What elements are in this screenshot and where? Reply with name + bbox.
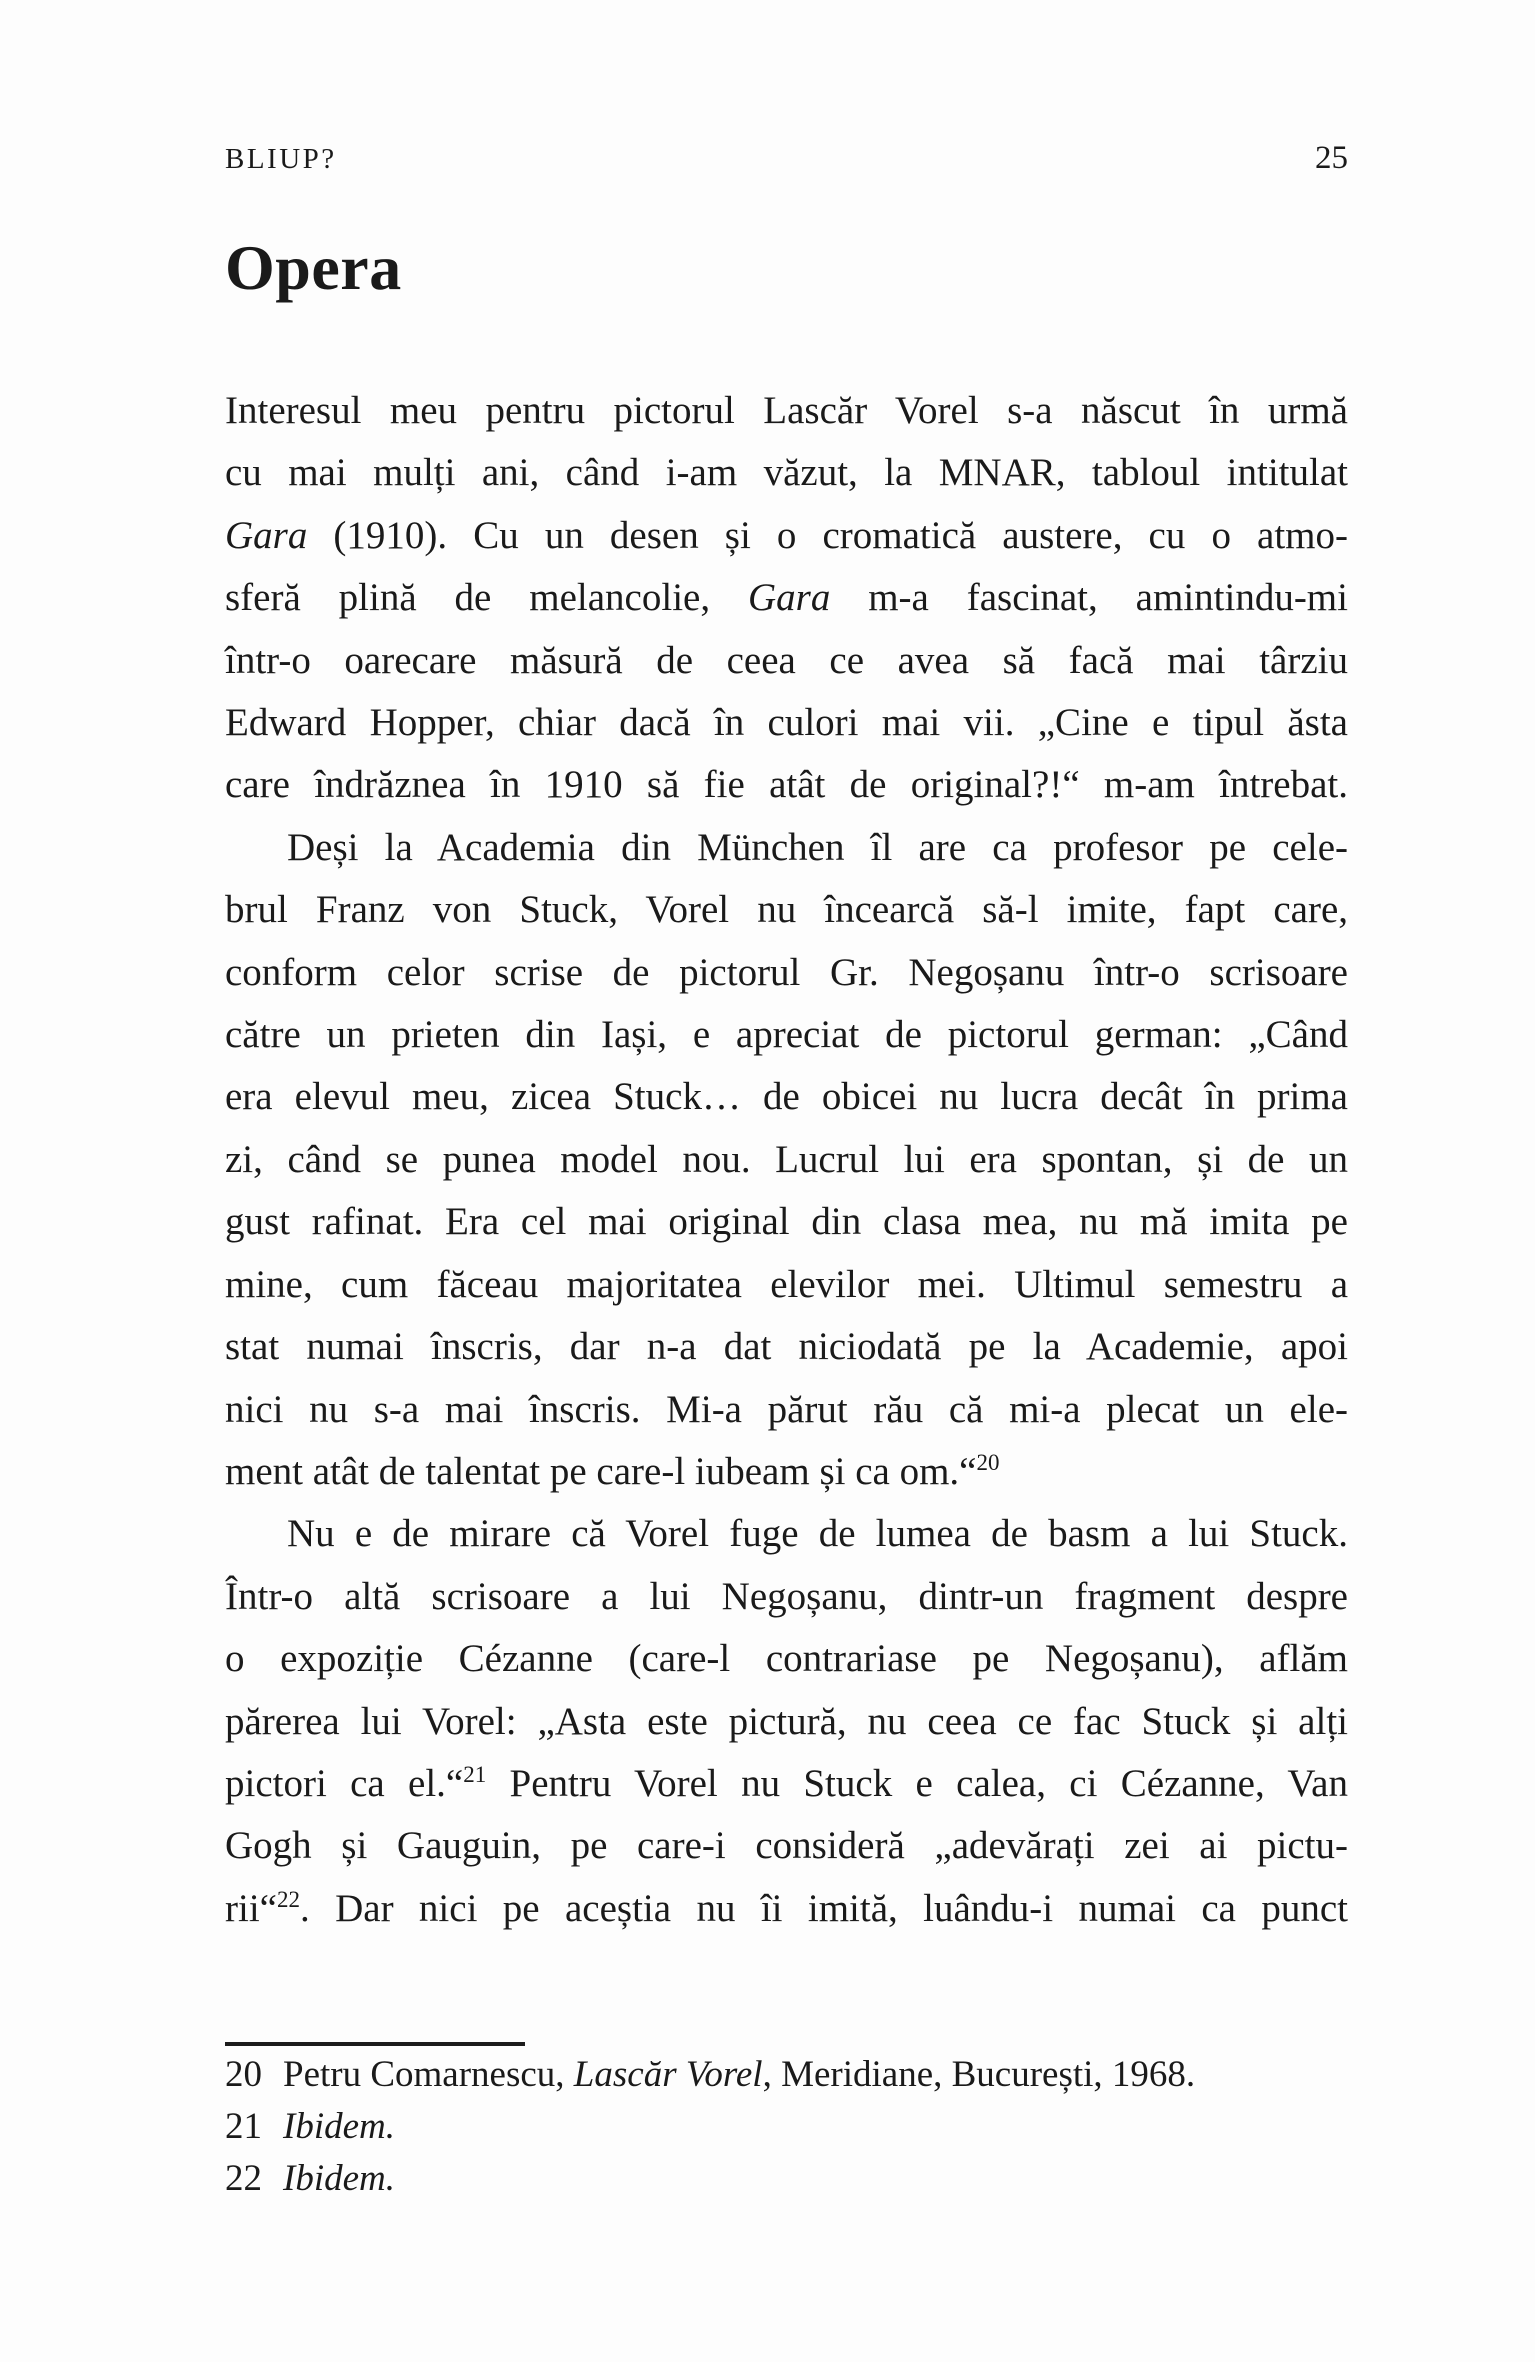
text-line: părerea lui Vorel: „Asta este pictură, nu ceea ce fac Stuck și alți bbox=[225, 1699, 1348, 1743]
text-line: cu mai mulți ani, când i-am văzut, la MNAR, tabloul intitulat bbox=[225, 451, 1348, 495]
footnote-reference: 20 bbox=[976, 1449, 1000, 1475]
text-line: într-o oarecare măsură de ceea ce avea să facă mai târziu bbox=[225, 638, 1348, 682]
footnote-item bbox=[225, 2101, 1348, 2153]
footnote-item bbox=[225, 2153, 1348, 2205]
footnote-text: Petru Comarnescu, Lascăr Vorel, Meridiane, București, 1968. bbox=[283, 2054, 1196, 2095]
text-line: mine, cum făceau majoritatea elevilor mei. Ultimul semestru a bbox=[225, 1262, 1348, 1306]
italic-text: Lascăr Vorel bbox=[573, 2054, 763, 2095]
footnotes bbox=[225, 2049, 1348, 2205]
footnote-separator bbox=[225, 2042, 525, 2046]
text-line: stat numai înscris, dar n-a dat niciodată pe la Academie, apoi bbox=[225, 1325, 1348, 1369]
italic-text: Ibidem. bbox=[283, 2106, 395, 2147]
text-line: Deși la Academia din München îl are ca profesor pe cele- bbox=[287, 825, 1348, 869]
text-line: Într-o altă scrisoare a lui Negoșanu, dintr-un fragment despre bbox=[225, 1574, 1348, 1618]
text-line: Nu e de mirare că Vorel fuge de lumea de basm a lui Stuck. bbox=[287, 1512, 1348, 1556]
footnote-reference: 21 bbox=[463, 1761, 487, 1787]
text-line: zi, când se punea model nou. Lucrul lui era spontan, și de un bbox=[225, 1137, 1348, 1181]
text-line: pictori ca el.“$^{21}$ Pentru Vorel nu Stuck e calea, ci Cézanne, Van bbox=[225, 1761, 1348, 1805]
text-line: Edward Hopper, chiar dacă în culori mai vii. „Cine e tipul ăsta bbox=[225, 701, 1348, 745]
footnote-number: 22 bbox=[225, 2158, 262, 2199]
text-line: către un prieten din Iași, e apreciat de pictorul german: „Când bbox=[225, 1013, 1348, 1057]
text-line: Gara (1910). Cu un desen și o cromatică austere, cu o atmo- bbox=[225, 513, 1348, 557]
running-header bbox=[225, 140, 1348, 177]
footnote-text bbox=[283, 2158, 395, 2199]
footnote-number: 21 bbox=[225, 2106, 262, 2147]
text-line: conform celor scrise de pictorul Gr. Negoșanu într-o scrisoare bbox=[225, 950, 1348, 994]
footnote-reference: 22 bbox=[276, 1886, 300, 1912]
text-line: brul Franz von Stuck, Vorel nu încearcă să-l imite, fapt care, bbox=[225, 888, 1348, 932]
footnote-text bbox=[283, 2106, 395, 2147]
text-line: sferă plină de melancolie, Gara m-a fascinat, amintindu-mi bbox=[225, 576, 1348, 620]
text-line: o expoziție Cézanne (care-l contrariase pe Negoșanu), aflăm bbox=[225, 1637, 1348, 1681]
footnote-number: 20 bbox=[225, 2054, 262, 2095]
text-line: Interesul meu pentru pictorul Lascăr Vorel s-a născut în urmă bbox=[225, 389, 1348, 432]
text-line: ment atât de talentat pe care-l iubeam și ca om.“$^{20}$ bbox=[225, 1449, 1000, 1493]
text-line: nici nu s-a mai înscris. Mi-a părut rău că mi-a plecat un ele- bbox=[225, 1387, 1348, 1431]
body-text bbox=[225, 380, 1348, 1940]
text-line: era elevul meu, zicea Stuck… de obicei nu lucra decât în prima bbox=[225, 1075, 1348, 1119]
text-line: gust rafinat. Era cel mai original din clasa mea, nu mă imita pe bbox=[225, 1200, 1348, 1244]
page-number: 25 bbox=[1315, 140, 1348, 176]
italic-text: Gara bbox=[747, 576, 831, 620]
chapter-title: Opera bbox=[225, 232, 402, 303]
text-line: rii“$^{22}$. Dar nici pe aceștia nu îi imită, luându-i numai ca punct bbox=[225, 1886, 1348, 1930]
italic-text: Ibidem. bbox=[283, 2158, 395, 2199]
running-head-title: BLIUP? bbox=[225, 143, 337, 175]
text-line: care îndrăznea în 1910 să fie atât de original?!“ m-am întrebat. bbox=[225, 763, 1348, 807]
text-line: Gogh și Gauguin, pe care-i consideră „adevărați zei ai pictu- bbox=[225, 1824, 1348, 1868]
italic-text: Gara bbox=[225, 513, 308, 557]
footnote-item bbox=[225, 2049, 1348, 2101]
